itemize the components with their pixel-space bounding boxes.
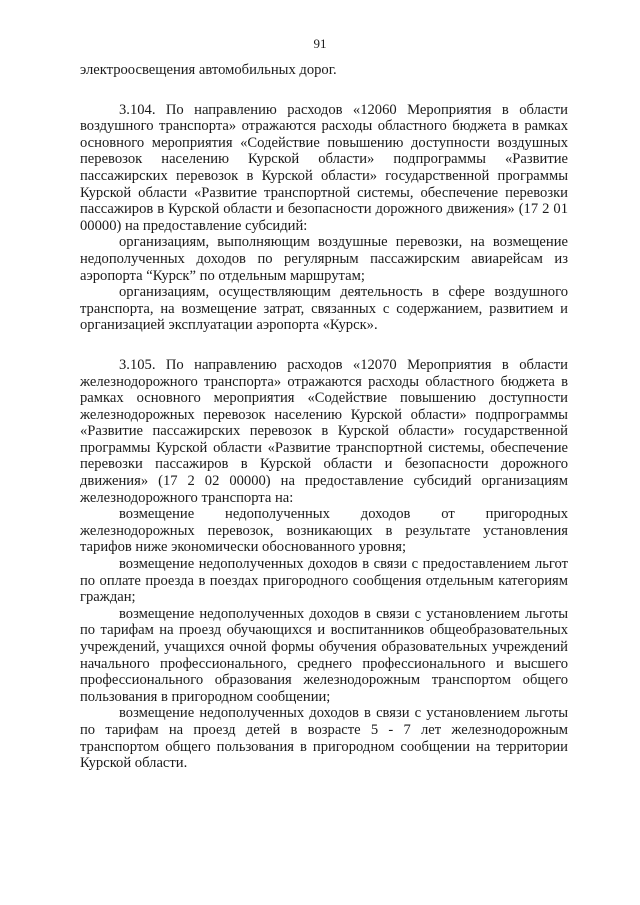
paragraph-3-105: 3.105. По направлению расходов «12070 Мероприятия в области железнодорожного транспорта» отражаются расходы областного бюджета в рамках основного мероприятия «Содействие повышению доступности железнодорожных перевозок населению Курской области» подпрограммы «Развитие пассажирских перевозок в Курской области» государственной программы Курской области «Развитие транспортной системы, обеспечение перевозки пассажиров в Курской области и безопасности дорожного движения» (17 2 02 00000) на предоставление субсидий организациям железнодорожного транспорта на:: [80, 356, 568, 506]
paragraph-air-carriers-subsidy: организациям, выполняющим воздушные перевозки, на возмещение недополученных доходов по регулярным пассажирским авиарейсам из аэропорта “Курск” по отдельным маршрутам;: [80, 234, 568, 284]
paragraph-students-fare-compensation: возмещение недополученных доходов в связи с установлением льготы по тарифам на проезд обучающихся и воспитанников общеобразовательных учреждений, учащихся очной формы обучения образовательных учреждений начального профессионального, среднего профессионального и высшего профессионального образования железнодорожным транспортом общего пользования в пригородном сообщении;: [80, 605, 568, 705]
paragraph-privileged-citizens-compensation: возмещение недополученных доходов в связи с предоставлением льгот по оплате проезда в поездах пригородного сообщения отдельным категориям граждан;: [80, 556, 568, 606]
page-number: 91: [313, 36, 327, 51]
paragraph-children-fare-compensation: возмещение недополученных доходов в связи с установлением льготы по тарифам на проезд детей в возрасте 5 - 7 лет железнодорожным транспортом общего пользования в пригородном сообщении на территории Курской области.: [80, 705, 568, 772]
paragraph-airport-subsidy: организациям, осуществляющим деятельность в сфере воздушного транспорта, на возмещение затрат, связанных с содержанием, развитием и организацией эксплуатации аэропорта «Курск».: [80, 284, 568, 334]
paragraph-suburban-rail-compensation: возмещение недополученных доходов от пригородных железнодорожных перевозок, возникающих в результате установления тарифов ниже экономически обоснованного уровня;: [80, 506, 568, 556]
paragraph-continuation: электроосвещения автомобильных дорог.: [80, 62, 337, 78]
paragraph-3-104: 3.104. По направлению расходов «12060 Мероприятия в области воздушного транспорта» отражаются расходы областного бюджета в рамках основного мероприятия «Содействие повышению доступности воздушных перевозок населению Курской области» подпрограммы «Развитие пассажирских перевозок в Курской области» государственной программы Курской области «Развитие транспортной системы, обеспечение перевозки пассажиров в Курской области и безопасности дорожного движения» (17 2 01 00000) на предоставление субсидий:: [80, 101, 568, 234]
document-body: [80, 62, 568, 772]
